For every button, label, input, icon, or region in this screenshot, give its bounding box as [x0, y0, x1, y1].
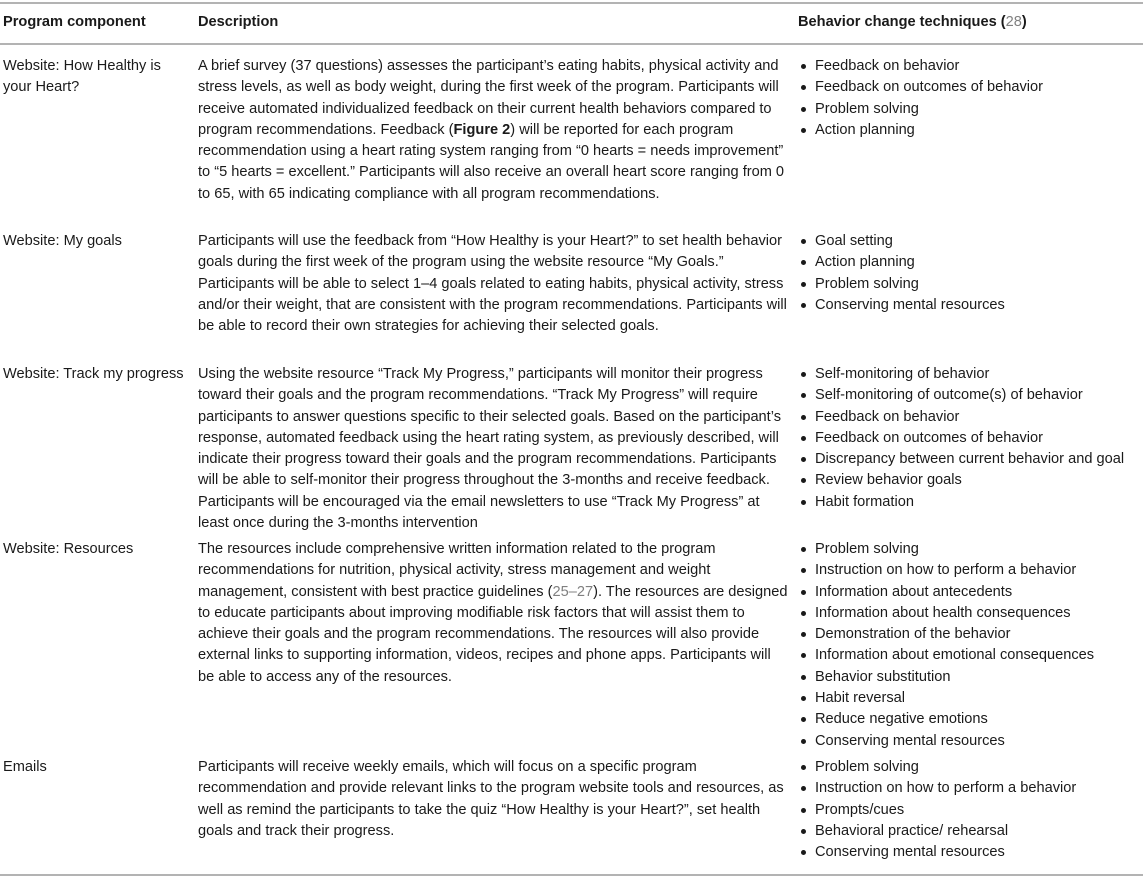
technique-item: Feedback on behavior	[798, 56, 1143, 77]
table-top-rule	[0, 2, 1143, 4]
techniques-cell	[798, 231, 1143, 316]
component-cell: Website: How Healthy is your Heart?	[3, 58, 161, 96]
description-cell: Participants will receive weekly emails, which will focus on a specific program recommendation and provide relevant links to the program website tools and resources, as well as remind the participants to take the quiz “How Healthy is your Heart?”, set health goals and track their progress.	[198, 759, 784, 839]
technique-item: Feedback on outcomes of behavior	[798, 77, 1143, 98]
description-cell	[198, 539, 788, 688]
technique-item: Information about antecedents	[798, 582, 1143, 603]
technique-item: Review behavior goals	[798, 470, 1143, 491]
technique-item: Demonstration of the behavior	[798, 624, 1143, 645]
header-bct-suffix: )	[1021, 14, 1027, 30]
technique-item: Problem solving	[798, 757, 1143, 778]
component-cell: Website: Resources	[3, 541, 134, 557]
table-header-rule	[0, 43, 1143, 45]
technique-item: Self-monitoring of behavior	[798, 364, 1143, 385]
technique-item: Behavioral practice/ rehearsal	[798, 821, 1143, 842]
technique-item: Information about emotional consequences	[798, 645, 1143, 666]
technique-item: Discrepancy between current behavior and goal	[798, 449, 1143, 470]
technique-item: Goal setting	[798, 231, 1143, 252]
techniques-cell	[798, 539, 1143, 752]
header-bct-label: Behavior change techniques (	[798, 14, 1006, 30]
technique-item: Habit reversal	[798, 688, 1143, 709]
techniques-cell	[798, 757, 1143, 863]
technique-item: Problem solving	[798, 274, 1143, 295]
citation-link-25-27[interactable]: 25–27	[552, 583, 594, 600]
description-text: A brief survey (37 questions) assesses the participant’s eating habits, physical activity and stress levels, as well as body weight, during the first week of the program. Participants will receive automated individualized feedback on their current health behaviors compared to program recommendations. Feedback (	[198, 58, 779, 138]
description-text: ). The resources are designed to educate participants about improving modifiable risk factors that will assist them to achieve their goals and the program recommendations. The resources will also provide external links to supporting information, videos, recipes and phone apps. Participants will be able to access any of the resources.	[198, 583, 788, 685]
header-behavior-change-techniques	[798, 12, 1143, 33]
technique-item: Reduce negative emotions	[798, 709, 1143, 730]
citation-link-28[interactable]: 28	[1005, 14, 1022, 30]
component-cell: Website: My goals	[3, 233, 122, 249]
description-text: The resources include comprehensive written information related to the program recommendations for nutrition, physical activity, stress management and weight management, consistent with best practice guidelines (	[198, 541, 716, 600]
technique-item: Self-monitoring of outcome(s) of behavior	[798, 385, 1143, 406]
header-description: Description	[198, 14, 279, 30]
technique-item: Feedback on behavior	[798, 407, 1143, 428]
techniques-list	[798, 757, 1143, 863]
component-cell: Emails	[3, 759, 47, 775]
header-program-component: Program component	[3, 14, 146, 30]
technique-item: Action planning	[798, 252, 1143, 273]
component-cell: Website: Track my progress	[3, 366, 184, 382]
techniques-cell	[798, 364, 1143, 513]
technique-item: Habit formation	[798, 492, 1143, 513]
technique-item: Instruction on how to perform a behavior	[798, 560, 1143, 581]
techniques-list	[798, 231, 1143, 316]
description-text: ) will be reported for each program recommendation using a heart rating system ranging from “0 hearts = needs improvement” to “5 hearts = excellent.” Participants will also receive an overall heart score ranging from 0 to 65, with 65 indicating compliance with all program recommendations.	[198, 121, 785, 202]
description-cell: Using the website resource “Track My Progress,” participants will monitor their progress toward their goals and the program recommendations. “Track My Progress” will require participants to answer questions specific to their selected goals. Based on the participant’s response, automated feedback using the heart rating system, as previously described, will indicate their progress toward their goals and the program recommendations. Participants will be able to self-monitor their progress throughout the 3-months and receive feedback. Participants will be encouraged via the email newsletters to use “Track My Progress” at least once during the 3-months intervention	[198, 366, 782, 532]
techniques-list	[798, 539, 1143, 752]
techniques-list	[798, 364, 1143, 513]
description-cell	[198, 56, 788, 205]
technique-item: Feedback on outcomes of behavior	[798, 428, 1143, 449]
technique-item: Problem solving	[798, 99, 1143, 120]
technique-item: Problem solving	[798, 539, 1143, 560]
description-cell: Participants will use the feedback from “How Healthy is your Heart?” to set health behavior goals during the first week of the program using the website resource “My Goals.” Participants will be able to select 1–4 goals related to eating habits, physical activity, stress and/or their weight, that are consistent with the program recommendations. Participants will be able to record their own strategies for achieving their selected goals.	[198, 233, 787, 335]
techniques-list	[798, 56, 1143, 141]
techniques-cell	[798, 56, 1143, 141]
technique-item: Information about health consequences	[798, 603, 1143, 624]
technique-item: Conserving mental resources	[798, 731, 1143, 752]
technique-item: Behavior substitution	[798, 667, 1143, 688]
table-bottom-rule	[0, 874, 1143, 876]
technique-item: Conserving mental resources	[798, 842, 1143, 863]
technique-item: Action planning	[798, 120, 1143, 141]
technique-item: Prompts/cues	[798, 800, 1143, 821]
technique-item: Conserving mental resources	[798, 295, 1143, 316]
technique-item: Instruction on how to perform a behavior	[798, 778, 1143, 799]
figure-2-link[interactable]: Figure 2	[453, 121, 511, 138]
